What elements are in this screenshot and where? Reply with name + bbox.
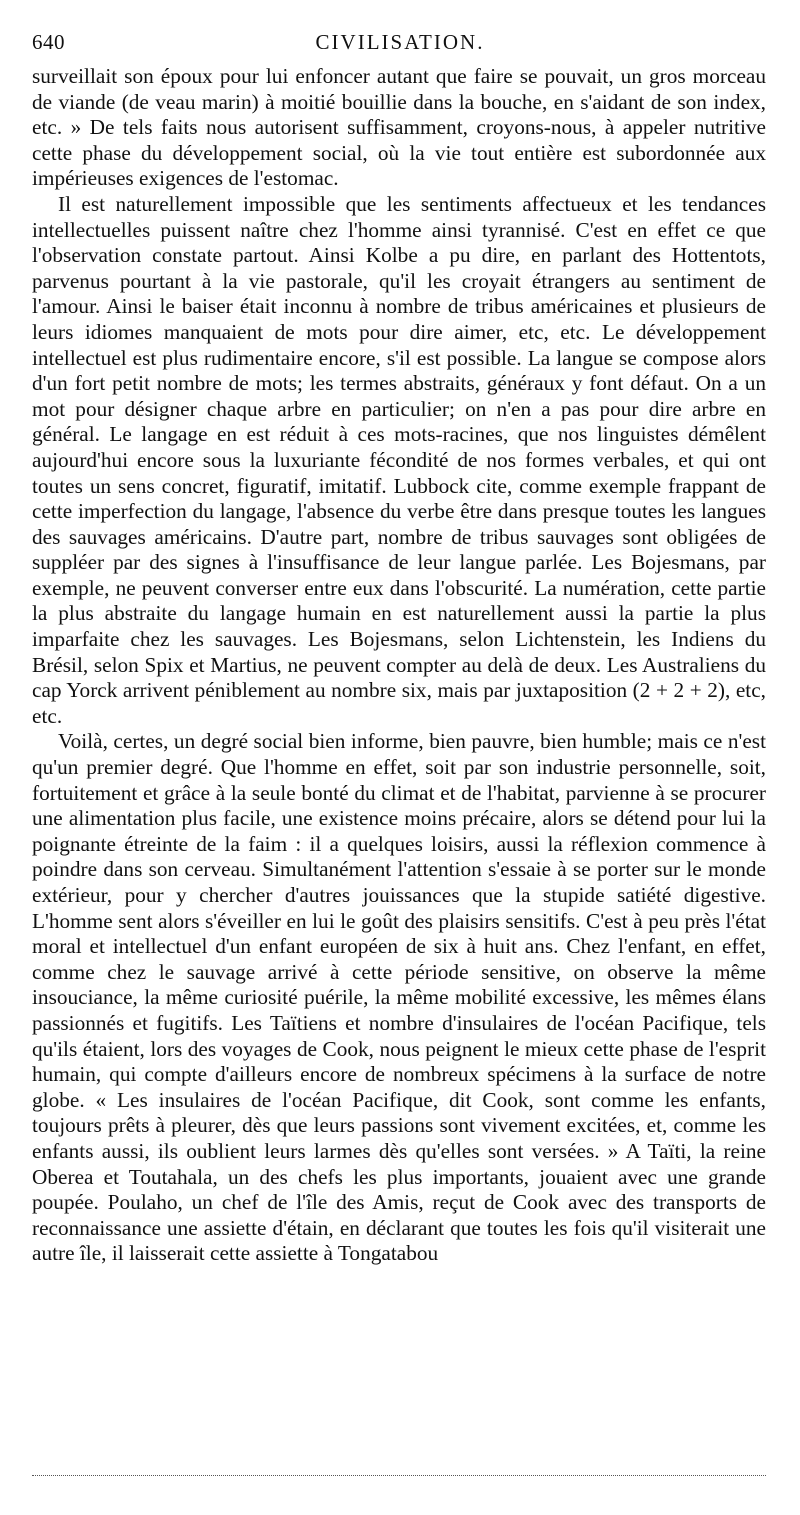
running-head: CIVILISATION. (315, 30, 485, 54)
paragraph-continuation: surveillait son époux pour lui enfoncer autant que faire se pouvait, un gros morceau de viande (de veau marin) à moitié bouillie dans la bouche, en s'aidant de son index, etc. » De tels faits nous autorisent suffisamment, croyons-nous, à appeler nutritive cette phase du développement social, où la vie tout entière est subordonnée aux impérieuses exigences de l'estomac. (32, 64, 766, 191)
body-text (32, 64, 766, 1267)
footer-dotted-rule (32, 1475, 766, 1476)
paragraph-intellectual-development: Il est naturellement impossible que les sentiments affectueux et les tendances intellectuelles puissent naître chez l'homme ainsi tyrannisé. C'est en effet ce que l'observation constate partout. Ainsi Kolbe a pu dire, en parlant des Hottentots, parvenus pourtant à la vie pastorale, qu'il les croyait étrangers au sentiment de l'amour. Ainsi le baiser était inconnu à nombre de tribus américaines et plusieurs de leurs idiomes manquaient de mots pour dire aimer, etc, etc. Le développement intellectuel est plus rudimentaire encore, s'il est possible. La langue se compose alors d'un fort petit nombre de mots; les termes abstraits, généraux y font défaut. On a un mot pour désigner chaque arbre en particulier; on n'en a pas pour dire arbre en général. Le langage en est réduit à ces mots-racines, que nos linguistes démêlent aujourd'hui encore sous la luxuriante fécondité de nos formes verbales, et qui ont toutes un sens concret, figuratif, imitatif. Lubbock cite, comme exemple frappant de cette imperfection du langage, l'absence du verbe être dans presque toutes les langues des sauvages américains. D'autre part, nombre de tribus sauvages sont obligées de suppléer par des signes à l'insuffisance de leur langue parlée. Les Bojesmans, par exemple, ne peuvent converser entre eux dans l'obscurité. La numération, cette partie la plus abstraite du langage humain en est naturellement aussi la partie la plus imparfaite chez les sauvages. Les Bojesmans, selon Lichtenstein, les Indiens du Brésil, selon Spix et Martius, ne peuvent compter au delà de deux. Les Australiens du cap Yorck arrivent péniblement au nombre six, mais par juxtaposition (2 + 2 + 2), etc, etc. (32, 191, 766, 728)
page-number: 640 (32, 30, 65, 54)
paragraph-sensitive-phase: Voilà, certes, un degré social bien informe, bien pauvre, bien humble; mais ce n'est qu'un premier degré. Que l'homme en effet, soit par son industrie personnelle, soit, fortuitement et grâce à la seule bonté du climat et de l'habitat, parvienne à se procurer une alimentation plus facile, une existence moins précaire, alors se détend pour lui la poignante étreinte de la faim : il a quelques loisirs, aussi la réflexion commence à poindre dans son cerveau. Simultanément l'attention s'essaie à se porter sur le monde extérieur, pour y chercher d'autres jouissances que la stupide satiété digestive. L'homme sent alors s'éveiller en lui le goût des plaisirs sensitifs. C'est à peu près l'état moral et intellectuel d'un enfant européen de six à huit ans. Chez l'enfant, en effet, comme chez le sauvage arrivé à cette période sensitive, on observe la même insouciance, la même curiosité puérile, la même mobilité excessive, les mêmes élans passionnés et fugitifs. Les Taïtiens et nombre d'insulaires de l'océan Pacifique, tels qu'ils étaient, lors des voyages de Cook, nous peignent le mieux cette phase de l'esprit humain, qui compte d'ailleurs encore de nombreux spécimens à la surface de notre globe. « Les insulaires de l'océan Pacifique, dit Cook, sont comme les enfants, toujours prêts à pleurer, dès que leurs passions sont vivement excitées, et, comme les enfants aussi, ils oublient leurs larmes dès qu'elles sont versées. » A Taïti, la reine Oberea et Toutahala, un des chefs les plus importants, jouaient avec une grande poupée. Poulaho, un chef de l'île des Amis, reçut de Cook avec des transports de reconnaissance une assiette d'étain, en déclarant que toutes les fois qu'il visiterait une autre île, il laisserait cette assiette à Tongatabou (32, 729, 766, 1266)
page-header (32, 30, 768, 60)
